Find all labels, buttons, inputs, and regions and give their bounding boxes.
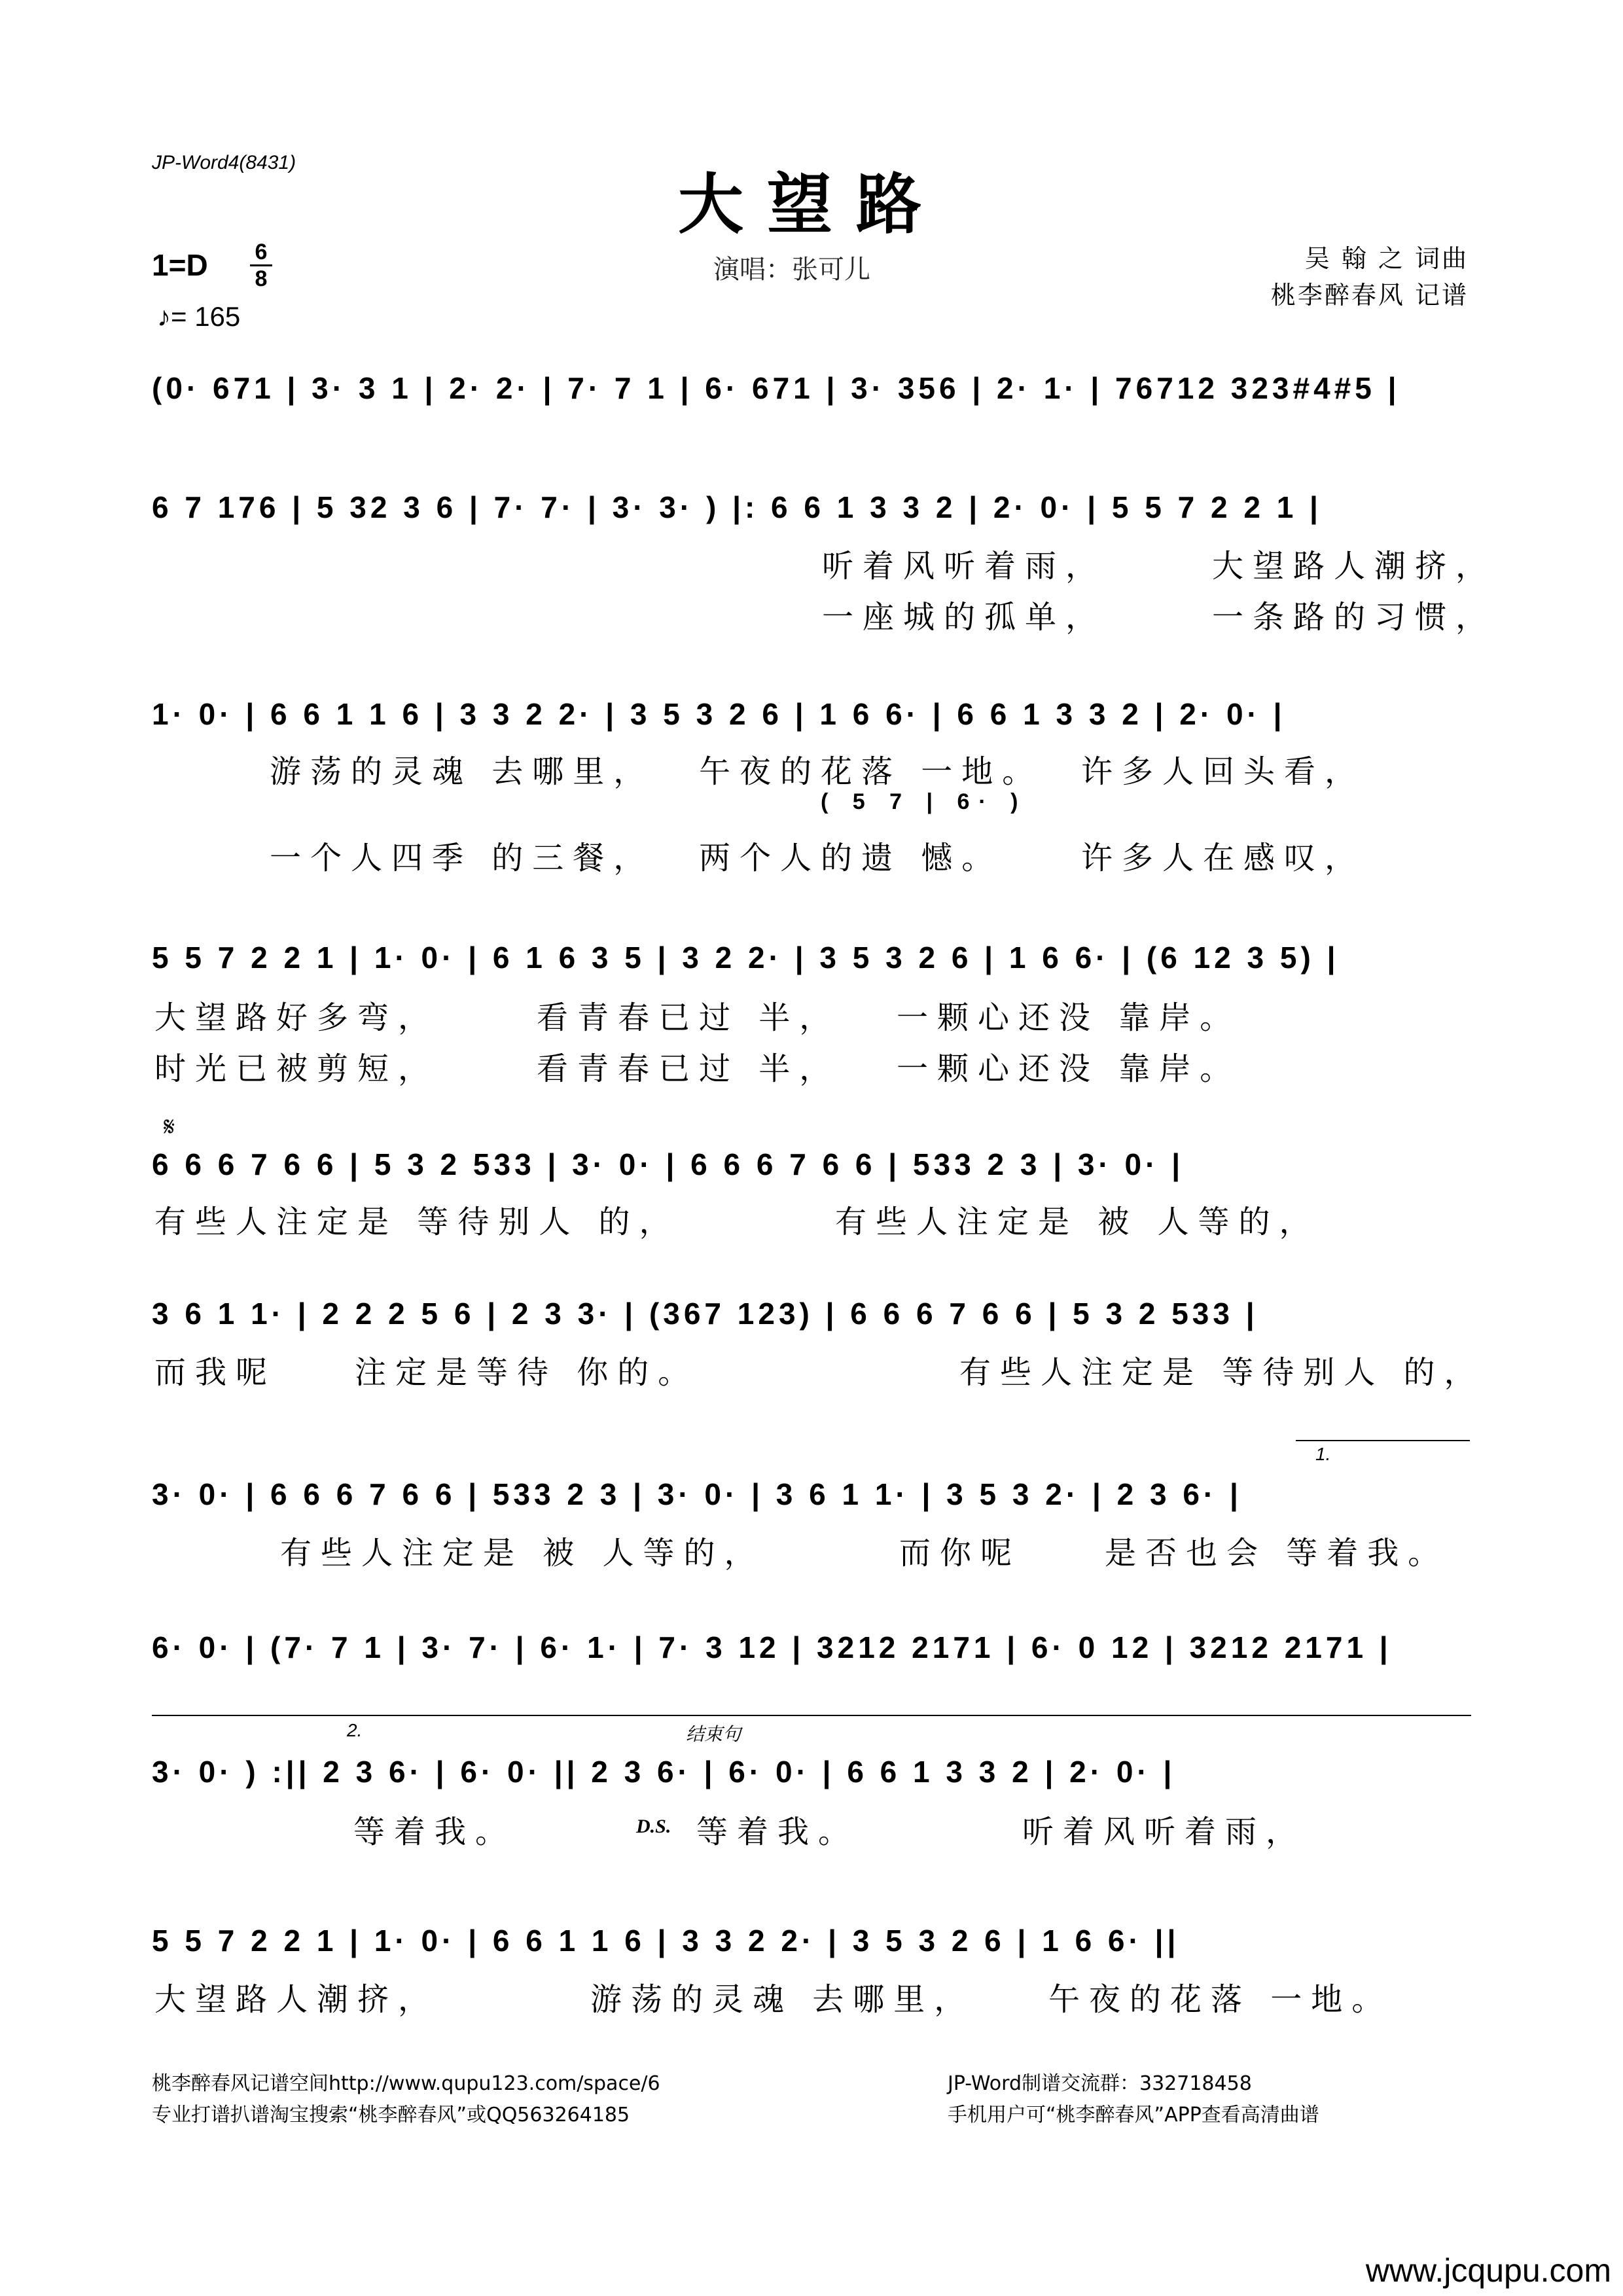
lyric-verse1-a: 听着风听着雨， <box>822 548 1107 584</box>
lyric-line6-c: 一颗心还没 靠岸。 <box>897 1050 1241 1087</box>
ending-phrase-label: 结束句 <box>686 1723 741 1745</box>
notation-line-8: 6· 0· | (7· 7 1 | 3· 7· | 6· 1· | 7· 3 12 | 3212 2171 | 6· 0 12 | 3212 2171 | <box>152 1630 1392 1664</box>
lyric-line4-b: 两个人的遗 憾。 <box>699 840 1003 876</box>
notation-line-2: 6 7 176 | 5 32 3 6 | 7· 7· | 3· 3· ) |: 6 6 1 3 3 2 | 2· 0· | 5 5 7 2 2 1 | <box>152 490 1322 524</box>
source-label: JP-Word4(8431) <box>152 152 296 173</box>
footer-left-line1: 桃李醉春风记谱空间http://www.qupu123.com/space/6 <box>152 2072 660 2095</box>
notation-line-10: 5 5 7 2 2 1 | 1· 0· | 6 6 1 1 6 | 3 3 2 2· | 3 5 3 2 6 | 1 6 6· || <box>152 1924 1180 1958</box>
footer-right-line1: JP-Word制谱交流群：332718458 <box>948 2072 1252 2095</box>
time-top: 6 <box>255 240 268 264</box>
lyric-line11-c: 午夜的花落 一地。 <box>1048 1981 1393 2018</box>
lyric-line3-a: 游荡的灵魂 去哪里， <box>270 753 654 790</box>
site-watermark: www.jcqupu.com <box>1365 2252 1611 2289</box>
lyric-line8-b: 注定是等待 你的。 <box>355 1354 699 1391</box>
notation-line-4: 5 5 7 2 2 1 | 1· 0· | 6 1 6 3 5 | 3 2 2· | 3 5 3 2 6 | 1 6 6· | (6 12 3 5) | <box>152 941 1340 975</box>
lyric-verse2-b: 一条路的习惯， <box>1212 599 1497 636</box>
lyric-line10-b: 等着我。 <box>696 1814 859 1850</box>
lyric-line9-b: 而你呢 <box>899 1535 1022 1571</box>
lyric-line8-c: 有些人注定是 等待别人 的， <box>959 1354 1485 1391</box>
volta-2-label: 2. <box>347 1720 363 1740</box>
volta-1-label: 1. <box>1315 1444 1331 1464</box>
lyric-verse2-a: 一座城的孤单， <box>822 599 1107 636</box>
alternate-notes: ( 5 7 | 6· ) <box>821 789 1027 814</box>
notation-line-7: 3· 0· | 6 6 6 7 6 6 | 533 2 3 | 3· 0· | 3 6 1 1· | 3 5 3 2· | 2 3 6· | <box>152 1477 1242 1511</box>
song-title: 大望路 <box>678 166 945 243</box>
lyric-line5-a: 大望路好多弯， <box>154 999 439 1036</box>
lyric-line5-c: 一颗心还没 靠岸。 <box>897 999 1241 1036</box>
lyric-line10-a: 等着我。 <box>353 1814 516 1850</box>
notation-credit: 桃李醉春风 记谱 <box>1270 281 1469 310</box>
lyric-verse1-b: 大望路人潮挤， <box>1212 548 1497 584</box>
time-signature <box>250 241 272 290</box>
lyric-line11-a: 大望路人潮挤， <box>154 1981 439 2018</box>
notation-line-6: 3 6 1 1· | 2 2 2 5 6 | 2 3 3· | (367 123) | 6 6 6 7 6 6 | 5 3 2 533 | <box>152 1297 1258 1331</box>
notation-line-3: 1· 0· | 6 6 1 1 6 | 3 3 2 2· | 3 5 3 2 6 | 1 6 6· | 6 6 1 3 3 2 | 2· 0· | <box>152 697 1286 731</box>
lyricist-composer-credit: 吴 翰 之 词曲 <box>1304 244 1469 273</box>
singer-credit: 演唱：张可儿 <box>713 255 870 285</box>
footer-right-line2: 手机用户可“桃李醉春风”APP查看高清曲谱 <box>948 2104 1319 2126</box>
notation-line-1: (0· 671 | 3· 3 1 | 2· 2· | 7· 7 1 | 6· 671 | 3· 356 | 2· 1· | 76712 323#4#5 | <box>152 371 1400 405</box>
lyric-line11-b: 游荡的灵魂 去哪里， <box>590 1981 975 2018</box>
lyric-line6-b: 看青春已过 半， <box>537 1050 840 1087</box>
lyric-line8-a: 而我呢 <box>154 1354 277 1391</box>
footer-right <box>948 2068 1319 2131</box>
lyric-line4-c: 许多人在感叹， <box>1081 840 1366 876</box>
time-bottom: 8 <box>255 266 268 291</box>
lyric-line6-a: 时光已被剪短， <box>154 1050 439 1087</box>
lyric-line7-a: 有些人注定是 等待别人 的， <box>154 1204 680 1240</box>
segno-mark: 𝄋 <box>164 1113 175 1141</box>
dal-segno-mark: D.S. <box>636 1816 671 1837</box>
tempo-mark: ♪= 165 <box>157 301 241 332</box>
notation-line-9: 3· 0· ) :|| 2 3 6· | 6· 0· || 2 3 6· | 6· 0· | 6 6 1 3 3 2 | 2· 0· | <box>152 1755 1176 1789</box>
lyric-line5-b: 看青春已过 半， <box>537 999 840 1036</box>
lyric-line7-b: 有些人注定是 被 人等的， <box>835 1204 1320 1240</box>
lyric-line9-c: 是否也会 等着我。 <box>1105 1535 1449 1571</box>
lyric-line9-a: 有些人注定是 被 人等的， <box>280 1535 765 1571</box>
lyric-line3-c: 许多人回头看， <box>1081 753 1366 790</box>
lyric-line4-a: 一个人四季 的三餐， <box>270 840 654 876</box>
lyric-line10-c: 听着风听着雨， <box>1022 1814 1307 1850</box>
lyric-line3-b: 午夜的花落 一地。 <box>699 753 1043 790</box>
footer-left <box>152 2068 660 2131</box>
key-signature: 1=D <box>152 248 208 282</box>
footer-left-line2: 专业打谱扒谱淘宝搜索“桃李醉春风”或QQ563264185 <box>152 2104 630 2126</box>
notation-line-5: 6 6 6 7 6 6 | 5 3 2 533 | 3· 0· | 6 6 6 7 6 6 | 533 2 3 | 3· 0· | <box>152 1147 1185 1181</box>
